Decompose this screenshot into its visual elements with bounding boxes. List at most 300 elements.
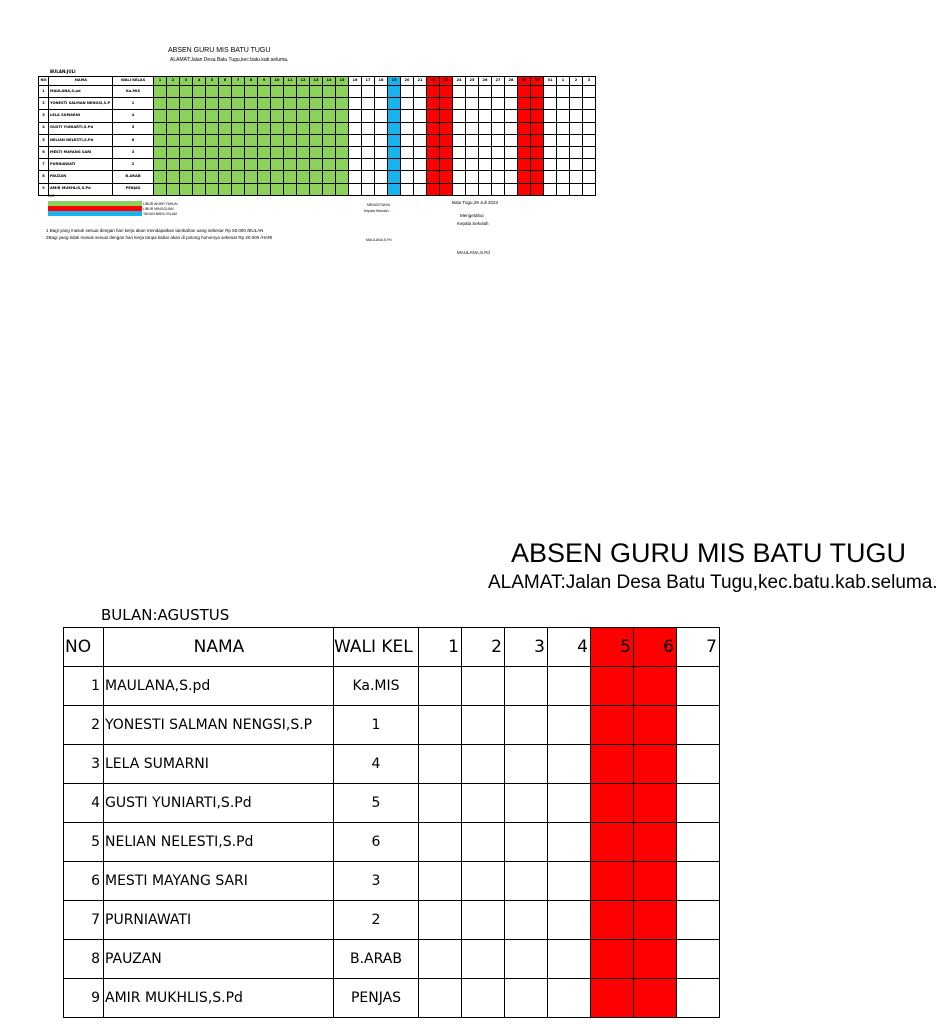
attendance-cell <box>462 745 505 784</box>
attendance-cell <box>297 171 310 183</box>
attendance-cell <box>492 110 505 122</box>
header-nama: NAMA <box>104 628 334 667</box>
teacher-name: MAULANA,S.pd <box>104 667 334 706</box>
attendance-cell <box>440 122 453 134</box>
attendance-cell <box>583 122 596 134</box>
attendance-cell <box>310 86 323 98</box>
teacher-name: LELA SUMARNI <box>49 110 113 122</box>
signature-left-name: MAULANA,S.Pd <box>366 238 392 242</box>
attendance-cell <box>466 171 479 183</box>
attendance-cell <box>154 134 167 146</box>
attendance-cell <box>427 183 440 195</box>
attendance-cell <box>427 159 440 171</box>
attendance-cell <box>677 823 720 862</box>
attendance-cell <box>310 171 323 183</box>
row-number: 3 <box>39 110 49 122</box>
attendance-cell <box>591 979 634 1018</box>
attendance-cell <box>492 134 505 146</box>
attendance-cell <box>401 86 414 98</box>
attendance-cell <box>362 159 375 171</box>
row-number: 6 <box>39 146 49 158</box>
wali-kelas: 4 <box>113 110 154 122</box>
attendance-cell <box>479 86 492 98</box>
attendance-cell <box>634 979 677 1018</box>
attendance-cell <box>492 122 505 134</box>
teacher-name: AMIR MUKHLIS,S.Pd <box>49 183 113 195</box>
attendance-cell <box>271 110 284 122</box>
table-row <box>39 122 596 134</box>
header-day: 27 <box>492 77 505 86</box>
attendance-cell <box>479 146 492 158</box>
teacher-name: YONESTI SALMAN NENGSI,S.P <box>49 98 113 110</box>
attendance-cell <box>245 146 258 158</box>
header-day: 17 <box>362 77 375 86</box>
attendance-cell <box>634 706 677 745</box>
teacher-name: YONESTI SALMAN NENGSI,S.P <box>104 706 334 745</box>
attendance-cell <box>219 183 232 195</box>
attendance-cell <box>531 171 544 183</box>
attendance-cell <box>258 171 271 183</box>
attendance-cell <box>375 122 388 134</box>
table-row <box>39 98 596 110</box>
attendance-cell <box>634 940 677 979</box>
table-row <box>39 146 596 158</box>
attendance-cell <box>591 745 634 784</box>
attendance-cell <box>518 171 531 183</box>
attendance-cell <box>440 159 453 171</box>
attendance-cell <box>557 183 570 195</box>
attendance-cell <box>323 171 336 183</box>
attendance-cell <box>557 171 570 183</box>
attendance-cell <box>518 122 531 134</box>
table-row <box>64 940 720 979</box>
attendance-cell <box>297 134 310 146</box>
attendance-cell <box>310 98 323 110</box>
sheet-address-zoomed: ALAMAT:Jalan Desa Batu Tugu,kec.batu.kab.seluma. <box>488 572 938 593</box>
attendance-cell <box>284 98 297 110</box>
attendance-cell <box>206 134 219 146</box>
attendance-cell <box>634 823 677 862</box>
teacher-name: LELA SUMARNI <box>104 745 334 784</box>
header-day: 4 <box>193 77 206 86</box>
attendance-cell <box>284 134 297 146</box>
signature-right-title: Mengetahui <box>460 213 484 218</box>
row-number: 8 <box>39 171 49 183</box>
teacher-name: GUSTI YUNIARTI,S.Pd <box>104 784 334 823</box>
attendance-cell <box>284 159 297 171</box>
wali-kelas: PENJAS <box>334 979 419 1018</box>
header-day: 5 <box>591 628 634 667</box>
attendance-cell <box>677 745 720 784</box>
attendance-cell <box>505 901 548 940</box>
attendance-cell <box>570 183 583 195</box>
attendance-cell <box>453 146 466 158</box>
attendance-cell <box>677 862 720 901</box>
attendance-cell <box>258 86 271 98</box>
row-number: 2 <box>64 706 104 745</box>
table-row <box>64 784 720 823</box>
attendance-cell <box>388 110 401 122</box>
attendance-cell <box>180 86 193 98</box>
attendance-cell <box>206 159 219 171</box>
attendance-cell <box>479 122 492 134</box>
attendance-cell <box>427 98 440 110</box>
table-header-row <box>64 628 720 667</box>
attendance-cell <box>349 122 362 134</box>
attendance-cell <box>466 183 479 195</box>
teacher-name: MAULANA,S.pd <box>49 86 113 98</box>
attendance-cell <box>284 171 297 183</box>
attendance-cell <box>414 146 427 158</box>
attendance-cell <box>427 86 440 98</box>
header-day: 2 <box>570 77 583 86</box>
attendance-cell <box>271 183 284 195</box>
attendance-cell <box>180 171 193 183</box>
attendance-cell <box>570 110 583 122</box>
attendance-cell <box>154 171 167 183</box>
attendance-cell <box>388 98 401 110</box>
attendance-cell <box>232 110 245 122</box>
attendance-cell <box>271 86 284 98</box>
attendance-cell <box>677 784 720 823</box>
attendance-cell <box>310 146 323 158</box>
attendance-sheet-zoomed <box>0 520 938 1024</box>
header-day: 9 <box>258 77 271 86</box>
attendance-cell <box>505 784 548 823</box>
attendance-cell <box>583 110 596 122</box>
attendance-cell <box>505 183 518 195</box>
attendance-cell <box>419 940 462 979</box>
header-day: 6 <box>634 628 677 667</box>
legend-swatch-blue <box>48 211 142 216</box>
attendance-cell <box>388 146 401 158</box>
wali-kelas: 2 <box>334 901 419 940</box>
row-number: 5 <box>64 823 104 862</box>
attendance-cell <box>466 146 479 158</box>
row-number: 4 <box>39 122 49 134</box>
attendance-cell <box>193 134 206 146</box>
header-day: 2 <box>462 628 505 667</box>
table-row <box>64 901 720 940</box>
attendance-cell <box>492 159 505 171</box>
teacher-name: AMIR MUKHLIS,S.Pd <box>104 979 334 1018</box>
attendance-cell <box>419 667 462 706</box>
attendance-cell <box>570 146 583 158</box>
attendance-cell <box>583 171 596 183</box>
sheet-month-zoomed: BULAN:AGUSTUS <box>101 606 230 624</box>
attendance-cell <box>219 86 232 98</box>
attendance-cell <box>297 122 310 134</box>
attendance-cell <box>284 122 297 134</box>
attendance-cell <box>154 86 167 98</box>
attendance-cell <box>414 98 427 110</box>
attendance-cell <box>414 134 427 146</box>
attendance-cell <box>232 98 245 110</box>
attendance-cell <box>591 784 634 823</box>
signature-right-role: Kepala Sekolah <box>457 221 489 226</box>
attendance-cell <box>154 183 167 195</box>
attendance-cell <box>419 901 462 940</box>
attendance-cell <box>323 183 336 195</box>
attendance-cell <box>232 146 245 158</box>
attendance-cell <box>245 86 258 98</box>
wali-kelas: PENJAS <box>113 183 154 195</box>
attendance-cell <box>232 171 245 183</box>
attendance-cell <box>219 171 232 183</box>
attendance-cell <box>479 110 492 122</box>
attendance-cell <box>548 667 591 706</box>
attendance-cell <box>505 134 518 146</box>
header-day: 31 <box>544 77 557 86</box>
attendance-cell <box>245 98 258 110</box>
attendance-cell <box>548 823 591 862</box>
attendance-cell <box>544 183 557 195</box>
sheet-month: BULAN:JULI <box>50 69 76 74</box>
attendance-cell <box>492 146 505 158</box>
attendance-cell <box>531 86 544 98</box>
attendance-cell <box>544 110 557 122</box>
attendance-cell <box>336 110 349 122</box>
attendance-cell <box>544 171 557 183</box>
attendance-cell <box>453 183 466 195</box>
attendance-cell <box>453 171 466 183</box>
teacher-name: GUSTI YUNIARTI,S.Pd <box>49 122 113 134</box>
attendance-cell <box>479 159 492 171</box>
attendance-cell <box>388 86 401 98</box>
row-number: 9 <box>64 979 104 1018</box>
attendance-cell <box>414 86 427 98</box>
attendance-cell <box>518 183 531 195</box>
attendance-cell <box>591 706 634 745</box>
attendance-cell <box>548 784 591 823</box>
attendance-cell <box>531 122 544 134</box>
header-day: 25 <box>466 77 479 86</box>
attendance-cell <box>193 110 206 122</box>
attendance-cell <box>271 159 284 171</box>
attendance-cell <box>375 146 388 158</box>
attendance-cell <box>349 134 362 146</box>
attendance-cell <box>375 110 388 122</box>
attendance-cell <box>466 159 479 171</box>
attendance-cell <box>462 784 505 823</box>
attendance-cell <box>388 183 401 195</box>
attendance-cell <box>193 146 206 158</box>
attendance-cell <box>401 146 414 158</box>
attendance-cell <box>518 146 531 158</box>
attendance-cell <box>466 98 479 110</box>
attendance-cell <box>440 110 453 122</box>
attendance-cell <box>206 110 219 122</box>
attendance-cell <box>154 122 167 134</box>
row-number: 1 <box>64 667 104 706</box>
attendance-cell <box>167 171 180 183</box>
attendance-cell <box>531 159 544 171</box>
attendance-cell <box>336 86 349 98</box>
attendance-cell <box>419 823 462 862</box>
attendance-cell <box>634 901 677 940</box>
attendance-cell <box>453 110 466 122</box>
table-row <box>64 667 720 706</box>
attendance-cell <box>401 171 414 183</box>
attendance-cell <box>323 159 336 171</box>
teacher-name: MESTI MAYANG SARI <box>49 146 113 158</box>
attendance-cell <box>462 940 505 979</box>
attendance-cell <box>336 159 349 171</box>
attendance-cell <box>323 98 336 110</box>
signature-right-name: MAULANA,S.Pd <box>457 250 490 255</box>
attendance-cell <box>479 134 492 146</box>
header-wali-kelas: WALI KELAS <box>113 77 154 86</box>
attendance-cell <box>232 183 245 195</box>
attendance-cell <box>557 146 570 158</box>
wali-kelas: B.ARAB <box>334 940 419 979</box>
attendance-cell <box>323 146 336 158</box>
attendance-cell <box>388 159 401 171</box>
attendance-cell <box>453 86 466 98</box>
attendance-cell <box>375 159 388 171</box>
attendance-cell <box>362 134 375 146</box>
attendance-cell <box>271 171 284 183</box>
attendance-cell <box>570 98 583 110</box>
header-day: 13 <box>310 77 323 86</box>
attendance-cell <box>462 901 505 940</box>
attendance-cell <box>180 98 193 110</box>
attendance-cell <box>375 171 388 183</box>
attendance-cell <box>284 183 297 195</box>
attendance-cell <box>634 667 677 706</box>
attendance-cell <box>154 159 167 171</box>
attendance-cell <box>362 146 375 158</box>
attendance-cell <box>466 122 479 134</box>
attendance-cell <box>462 979 505 1018</box>
attendance-cell <box>401 98 414 110</box>
attendance-cell <box>232 159 245 171</box>
table-row <box>39 171 596 183</box>
header-no: NO <box>39 77 49 86</box>
attendance-cell <box>258 110 271 122</box>
attendance-cell <box>544 86 557 98</box>
header-day: 12 <box>297 77 310 86</box>
attendance-cell <box>323 86 336 98</box>
sheet-title: ABSEN GURU MIS BATU TUGU <box>168 47 271 54</box>
attendance-cell <box>310 110 323 122</box>
table-row <box>64 979 720 1018</box>
attendance-cell <box>271 134 284 146</box>
header-day: 20 <box>401 77 414 86</box>
attendance-cell <box>362 86 375 98</box>
row-number: 9 <box>39 183 49 195</box>
attendance-cell <box>548 940 591 979</box>
attendance-cell <box>310 122 323 134</box>
attendance-cell <box>362 183 375 195</box>
attendance-cell <box>297 159 310 171</box>
row-number: 1 <box>39 86 49 98</box>
attendance-cell <box>193 122 206 134</box>
attendance-cell <box>548 862 591 901</box>
attendance-cell <box>271 98 284 110</box>
header-day: 3 <box>505 628 548 667</box>
attendance-cell <box>505 171 518 183</box>
attendance-cell <box>193 98 206 110</box>
header-day: 10 <box>271 77 284 86</box>
attendance-cell <box>167 183 180 195</box>
attendance-cell <box>167 146 180 158</box>
header-no: NO <box>64 628 104 667</box>
attendance-cell <box>258 146 271 158</box>
attendance-cell <box>401 122 414 134</box>
header-wali-kelas: WALI KEL <box>334 628 419 667</box>
header-day: 28 <box>505 77 518 86</box>
rule-1: 1 Bagi yang masuk sesuai dengan hari kerja akan mendapatkan tambahan uang sebesar Rp 50.000 /BULAN <box>46 228 264 233</box>
attendance-cell <box>419 979 462 1018</box>
attendance-cell <box>401 159 414 171</box>
attendance-cell <box>591 823 634 862</box>
header-day: 6 <box>219 77 232 86</box>
attendance-cell <box>440 98 453 110</box>
attendance-cell <box>167 159 180 171</box>
attendance-cell <box>245 171 258 183</box>
legend-label-blue: TAHUN BARU ISLAM <box>143 212 177 216</box>
row-number: 7 <box>39 159 49 171</box>
attendance-cell <box>180 110 193 122</box>
attendance-cell <box>505 159 518 171</box>
table-row <box>39 134 596 146</box>
attendance-cell <box>219 110 232 122</box>
attendance-cell <box>677 901 720 940</box>
table-row <box>64 706 720 745</box>
attendance-cell <box>518 110 531 122</box>
attendance-cell <box>180 134 193 146</box>
table-row <box>39 183 596 195</box>
header-day: 16 <box>349 77 362 86</box>
attendance-cell <box>583 146 596 158</box>
attendance-cell <box>583 86 596 98</box>
attendance-cell <box>219 134 232 146</box>
attendance-cell <box>323 110 336 122</box>
header-day: 14 <box>323 77 336 86</box>
attendance-sheet-overview <box>0 0 768 270</box>
attendance-cell <box>544 159 557 171</box>
attendance-cell <box>323 122 336 134</box>
table-row <box>39 159 596 171</box>
attendance-cell <box>167 122 180 134</box>
attendance-cell <box>180 159 193 171</box>
wali-kelas: 5 <box>334 784 419 823</box>
attendance-cell <box>462 667 505 706</box>
header-day: 3 <box>180 77 193 86</box>
attendance-cell <box>206 122 219 134</box>
attendance-cell <box>505 122 518 134</box>
attendance-cell <box>634 862 677 901</box>
attendance-cell <box>548 706 591 745</box>
attendance-cell <box>427 171 440 183</box>
attendance-cell <box>362 110 375 122</box>
attendance-cell <box>414 110 427 122</box>
header-day: 18 <box>375 77 388 86</box>
attendance-cell <box>362 122 375 134</box>
attendance-cell <box>310 183 323 195</box>
signature-place-date: Batu Tugu,29 Juli 2023 <box>452 200 499 205</box>
header-nama: NAMA <box>49 77 113 86</box>
attendance-cell <box>375 86 388 98</box>
attendance-cell <box>349 86 362 98</box>
wali-kelas: Ka.MIS <box>113 86 154 98</box>
attendance-cell <box>362 98 375 110</box>
header-day: 1 <box>154 77 167 86</box>
attendance-cell <box>440 183 453 195</box>
attendance-cell <box>297 98 310 110</box>
wali-kelas: 6 <box>113 134 154 146</box>
